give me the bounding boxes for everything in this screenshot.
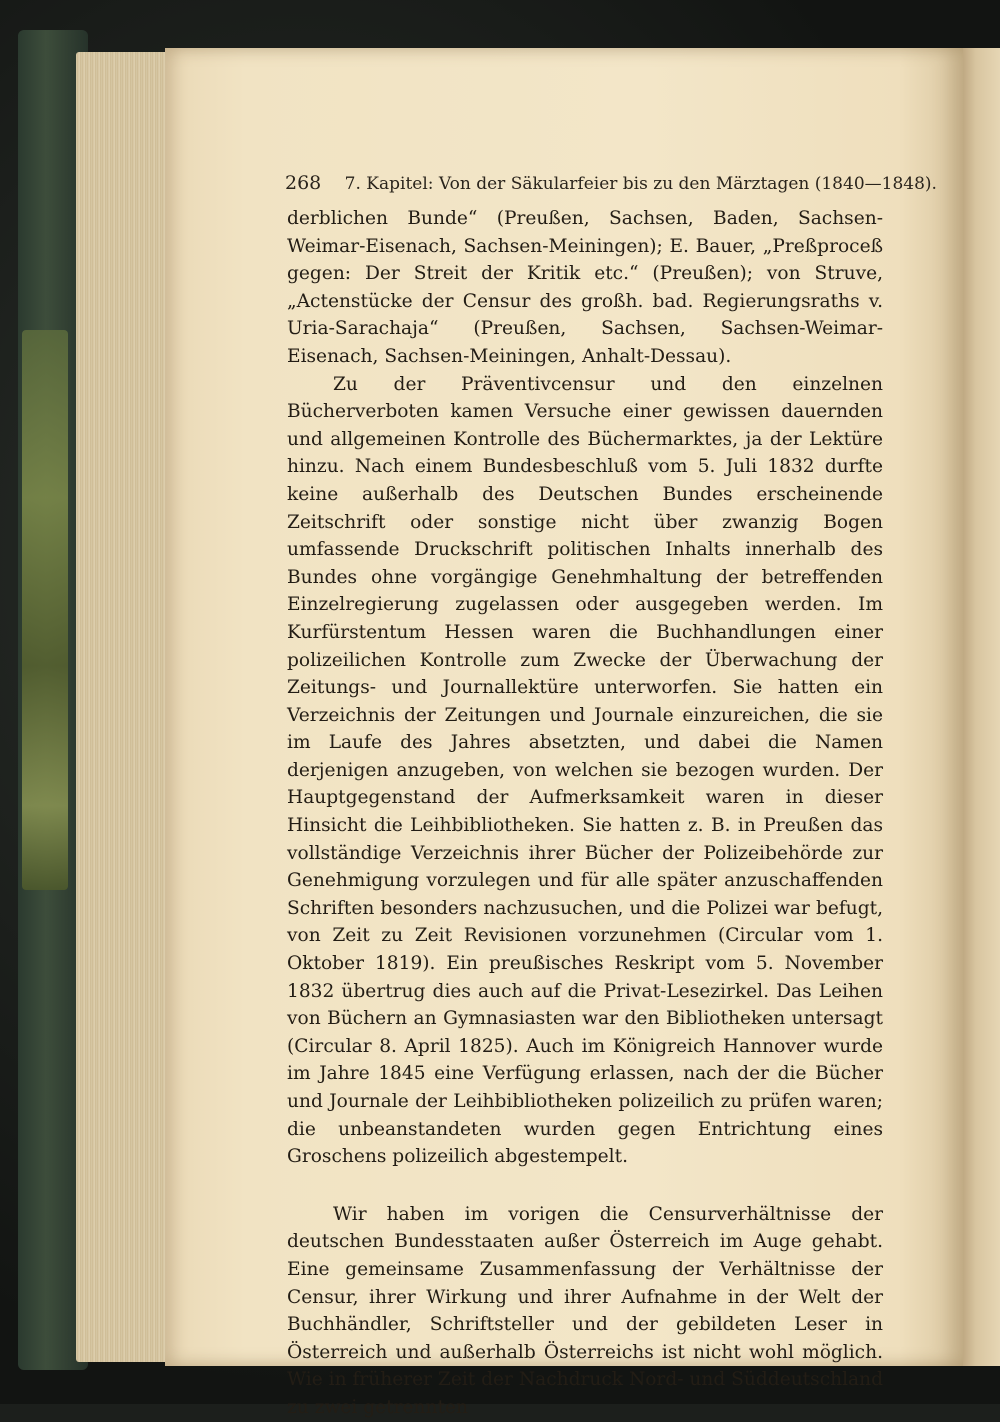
paragraph-continuation: derblichen Bunde“ (Preußen, Sachsen, Baden, Sachsen-Weimar-Eisenach, Sachsen-Meiningen); E. Bauer, „Preßproceß gegen: Der Streit der Kritik etc.“ (Preußen); von Struve, „Actenstücke der Censur des großh. bad. Regierungsraths v. Uria-Sarachaja“ (Preußen, Sachsen, Sachsen-Weimar-Eisenach, Sachsen-Meiningen, Anhalt-Dessau). [287, 208, 883, 367]
page-edges [76, 52, 172, 1362]
running-title: 7. Kapitel: Von der Säkularfeier bis zu den Märztagen (1840—1848). [344, 174, 937, 194]
paragraph: Wir haben im vorigen die Censurverhältnisse der deutschen Bundesstaaten außer Österreich im Auge gehabt. Eine gemeinsame Zusammenfassung der Verhältnisse der Censur, ihrer Wirkung und ihrer Aufnahme in der Welt der Buchhändler, Schriftsteller und der gebildeten Leser in Österreich und außerhalb Österreichs ist nicht wohl möglich. Wie in früherer Zeit der Nachdruck Nord- und Süddeutschland zu zwei getrennten [287, 1203, 883, 1418]
paragraph: Zu der Präventivcensur und den einzelnen Bücherverboten kamen Versuche einer gewissen dauernden und allgemeinen Kontrolle des Büchermarktes, ja der Lektüre hinzu. Nach einem Bundesbeschluß vom 5. Juli 1832 durfte keine außerhalb des Deutschen Bundes erscheinende Zeitschrift oder sonstige nicht über zwanzig Bogen umfassende Druckschrift politischen Inhalts innerhalb des Bundes ohne vorgängige Genehmhaltung der betreffenden Einzelregierung zugelassen oder ausgegeben werden. Im Kurfürstentum Hessen waren die Buchhandlungen einer polizeilichen Kontrolle zum Zwecke der Überwachung der Zeitungs- und Journallektüre unterworfen. Sie hatten ein Verzeichnis der Zeitungen und Journale einzureichen, die sie im Laufe des Jahres absetzten, und dabei die Namen derjenigen anzugeben, von welchen sie bezogen wurden. Der Hauptgegenstand der Aufmerksamkeit waren in dieser Hinsicht die Leihbibliotheken. Sie hatten z. B. in Preußen das vollständige Verzeichnis ihrer Bücher der Polizeibehörde zur Genehmigung vorzulegen und für alle später anzuschaffenden Schriften besonders nachzusuchen, und die Polizei war befugt, von Zeit zu Zeit Revisionen vorzunehmen (Circular vom 1. Oktober 1819). Ein preußisches Reskript vom 5. November 1832 übertrug dies auch auf die Privat-Lesezirkel. Das Leihen von Büchern an Gymnasiasten war den Bibliotheken untersagt (Circular 8. April 1825). Auch im Königreich Hannover wurde im Jahre 1845 eine Verfügung erlassen, nach der die Bücher und Journale der Leihbibliotheken polizeilich zu prüfen waren; die unbeanstandeten wurden gegen Entrichtung eines Groschens polizeilich abgestempelt. [287, 373, 883, 1168]
facing-page-edge [960, 48, 1000, 1366]
marbled-cover-edge [22, 330, 68, 890]
body-text [287, 205, 883, 1422]
running-header [285, 172, 937, 194]
page-number: 268 [285, 172, 322, 194]
